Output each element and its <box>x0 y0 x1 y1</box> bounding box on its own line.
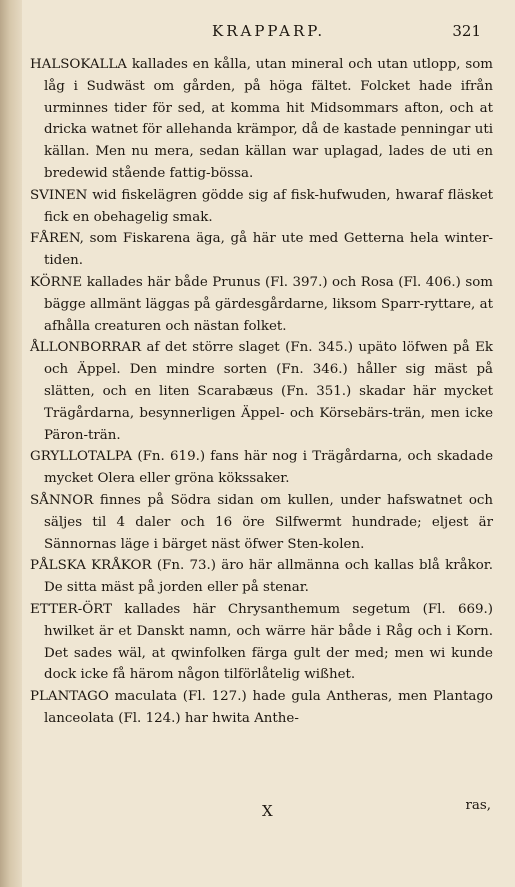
entry-korne: KÖRNE kallades här både Prunus (Fl. 397.) och Rosa (Fl. 406.) som bägge allmänt läggas på gärdesgårdarne, liksom Sparr-ryttare, at afhålla creaturen och nästan folket. <box>30 274 493 334</box>
entry-plantago: PLANTAGO maculata (Fl. 127.) hade gula Antheras, men Plantago lanceolata (Fl. 124.) har hwita Anthe- <box>30 689 493 726</box>
entry-halsokalla: HALSOKALLA kallades en kålla, utan mineral och utan utlopp, som låg i Sudwäst om gården, på höga fältet. Folcket hade ifrån urminnes tider för sed, at komma hit Midsommars afton, och at dricka watnet för allehanda krämpor, då de kastade penningar uti källan. Men nu mera, sedan källan war uplagad, lades de uti en bredewid stående fattig-bössa. <box>30 57 493 181</box>
book-page <box>22 0 515 887</box>
entry-gryllotalpa: GRYLLOTALPA (Fn. 619.) fans här nog i Trägårdarna, och skadade mycket Olera eller gröna kökssaker. <box>30 449 493 487</box>
entry-sannor: SÅNNOR finnes på Södra sidan om kullen, under hafswatnet och säljes til 4 daler och 16 öre Silfwermt hundrade; eljest är Sännornas läge i bärget näst öfwer Sten-kolen. <box>30 492 493 552</box>
body-text <box>30 54 493 730</box>
running-head: KRAPPARP. <box>212 22 326 40</box>
entry-palska-krakor: PÅLSKA KRÅKOR (Fn. 73.) äro här allmänna och kallas blå kråkor. De sitta mäst på jorden eller på stenar. <box>30 558 493 596</box>
page-header <box>22 22 515 44</box>
signature-mark: X <box>262 802 273 820</box>
entry-etter-ort: ETTER-ÖRT kallades här Chrysanthemum segetum (Fl. 669.) hwilket är et Danskt namn, och wärre här både i Råg och i Korn. Det sades wäl, at qwinfolken färga gult der med; men wi kunde dock icke få härom någon tilförlåtelig wißhet. <box>30 601 493 683</box>
page-number: 321 <box>452 22 481 40</box>
entry-faren: FÅREN, som Fiskarena äga, gå här ute med Getterna hela winter-tiden. <box>30 231 493 269</box>
entry-svinen: SVINEN wid fiskelägren gödde sig af fisk-hufwuden, hwaraf fläsket fick en obehagelig smak. <box>30 187 493 225</box>
entry-allonborrar: ÅLLONBORRAR af det större slaget (Fn. 345.) upäto löfwen på Ek och Äppel. Den mindre sorten (Fn. 346.) håller sig mäst på slätten, och en liten Scarabæus (Fn. 351.) skadar här mycket Trägårdarna, besynnerligen Äppel- och Körsebärs-trän, men icke Päron-trän. <box>30 340 493 443</box>
catchword: ras, <box>465 798 491 813</box>
book-gutter <box>0 0 22 887</box>
